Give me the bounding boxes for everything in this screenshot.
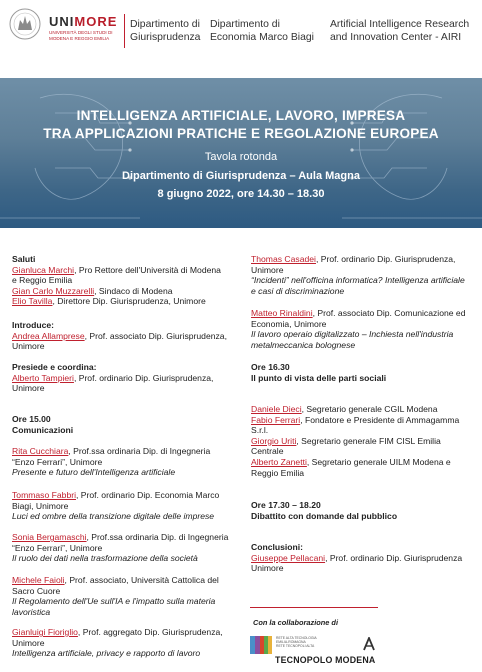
social-partners-list: Daniele Dieci, Segretario generale CGIL Modena Fabio Ferrari, Fondatore e Presidente di Ammagamma S.r.l. Giorgio Uriti, Segretario generale FIM CISL Emilia Centrale Alberto Zanetti, Segretario generale UILM Modena e Reggio Emilia xyxy=(251,404,460,478)
dept-airi: Artificial Intelligence Research and Innovation Center - AIRI xyxy=(330,19,470,43)
conclusioni-section: Conclusioni: Giuseppe Pellacani, Prof. ordinario Dip. Giurisprudenza Unimore xyxy=(251,542,463,574)
tecnopolo-network-text: RETE ALTA TECNOLOGIA EMILIA-ROMAGNA RETE TECNOPOLI ALTA xyxy=(276,636,317,649)
event-date: 8 giugno 2022, ore 14.30 – 18.30 xyxy=(157,188,325,200)
header xyxy=(0,0,482,70)
talk-rinaldini: Matteo Rinaldini, Prof. associato Dip. Comunicazione ed Economia, Unimore Il lavoro operaio digitalizzato – Inchiesta nell'industria metalmeccanica bolognese xyxy=(251,308,466,350)
intro-section: Introduce: Andrea Allamprese, Prof. associato Dip. Giurisprudenza, Unimore xyxy=(12,320,227,352)
speaker-name[interactable]: Thomas Casadei xyxy=(251,254,316,264)
dept-economia: Dipartimento di Economia Marco Biagi xyxy=(210,19,314,43)
speaker-name[interactable]: Giuseppe Pellacani xyxy=(251,552,326,563)
tecnopolo-pattern-icon xyxy=(250,636,272,654)
event-title-line1: INTELLIGENZA ARTIFICIALE, LAVORO, IMPRESA xyxy=(76,108,406,123)
speaker-name[interactable]: Gianluigi Fioriglio xyxy=(12,627,78,637)
speaker-name[interactable]: Gian Carlo Muzzarelli xyxy=(12,285,95,296)
speaker-name[interactable]: Alberto Zanetti xyxy=(251,456,307,467)
speaker-name[interactable]: Sonia Bergamaschi xyxy=(12,532,87,542)
talk-casadei: Thomas Casadei, Prof. ordinario Dip. Giurisprudenza, Unimore “Incidenti” nell'officina informatica? Intelligenza artificiale e casi di discriminazione xyxy=(251,254,465,296)
university-name: UNIMORE xyxy=(49,14,118,29)
university-subtitle: UNIVERSITÀ DEGLI STUDI DI MODENA E REGGIO EMILIA xyxy=(49,30,113,41)
speaker-name[interactable]: Michele Faioli xyxy=(12,575,65,585)
collab-divider xyxy=(250,607,378,608)
tecnopolo-name: TECNOPOLO MODENA xyxy=(275,655,376,665)
speaker-name[interactable]: Andrea Allamprese xyxy=(12,330,85,341)
tecnopolo-logo xyxy=(250,636,380,666)
speaker-name[interactable]: Daniele Dieci xyxy=(251,404,302,414)
dibattito-section: Ore 17.30 – 18.20 Dibattito con domande dal pubblico xyxy=(251,500,398,521)
event-venue: Dipartimento di Giurisprudenza – Aula Magna xyxy=(122,170,360,182)
parti-sociali-section: Ore 16.30 Il punto di vista delle parti sociali xyxy=(251,362,387,383)
talk-cucchiara: Rita Cucchiara, Prof.ssa ordinaria Dip. di Ingegneria “Enzo Ferrari”, Unimore Presente e futuro dell'Intelligenza artificiale xyxy=(12,446,211,478)
collab-label: Con la collaborazione di xyxy=(253,618,339,627)
speaker-name[interactable]: Tommaso Fabbri xyxy=(12,490,76,500)
university-seal-logo xyxy=(8,4,42,44)
presiede-section: Presiede e coordina: Alberto Tampieri, Prof. ordinario Dip. Giurisprudenza, Unimore xyxy=(12,362,214,394)
speaker-name[interactable]: Alberto Tampieri xyxy=(12,372,74,383)
event-subtitle: Tavola rotonda xyxy=(204,151,278,163)
speaker-name[interactable]: Fabio Ferrari xyxy=(251,414,301,425)
event-title-line2: TRA APPLICAZIONI PRATICHE E REGOLAZIONE EUROPEA xyxy=(43,126,439,141)
speaker-name[interactable]: Giorgio Uriti xyxy=(251,435,297,446)
speaker-name[interactable]: Rita Cucchiara xyxy=(12,446,69,456)
speaker-name[interactable]: Matteo Rinaldini xyxy=(251,308,313,318)
speaker-name[interactable]: Elio Tavilla xyxy=(12,296,53,307)
talk-bergamaschi: Sonia Bergamaschi, Prof.ssa ordinaria Dip. di Ingegneria “Enzo Ferrari”, Unimore Il ruolo dei dati nella trasformazione della società xyxy=(12,532,229,564)
header-divider xyxy=(124,14,125,48)
tecnopolo-a-icon xyxy=(362,637,376,651)
talk-faioli: Michele Faioli, Prof. associato, Università Cattolica del Sacro Cuore Il Regolamento dell'Ue sull'IA e l'impatto sulla materia lavoristica xyxy=(12,575,219,617)
hero-banner xyxy=(0,78,482,228)
talk-fabbri: Tommaso Fabbri, Prof. ordinario Dip. Economia Marco Biagi, Unimore Luci ed ombre della transizione digitale delle imprese xyxy=(12,490,220,522)
talk-fioriglio: Gianluigi Fioriglio, Prof. aggregato Dip. Giurisprudenza, Unimore Intelligenza artificiale, privacy e rapporto di lavoro xyxy=(12,627,223,659)
speaker-name[interactable]: Gianluca Marchi xyxy=(12,264,75,275)
saluti-section: Saluti Gianluca Marchi, Pro Rettore dell'Università di Modena e Reggio Emilia Gian Carlo Muzzarelli, Sindaco di Modena Elio Tavilla, Direttore Dip. Giurisprudenza, Unimore xyxy=(12,254,221,307)
dept-giurisprudenza: Dipartimento di Giurisprudenza xyxy=(130,19,201,43)
comunicazioni-section: Ore 15.00 Comunicazioni xyxy=(12,414,74,435)
